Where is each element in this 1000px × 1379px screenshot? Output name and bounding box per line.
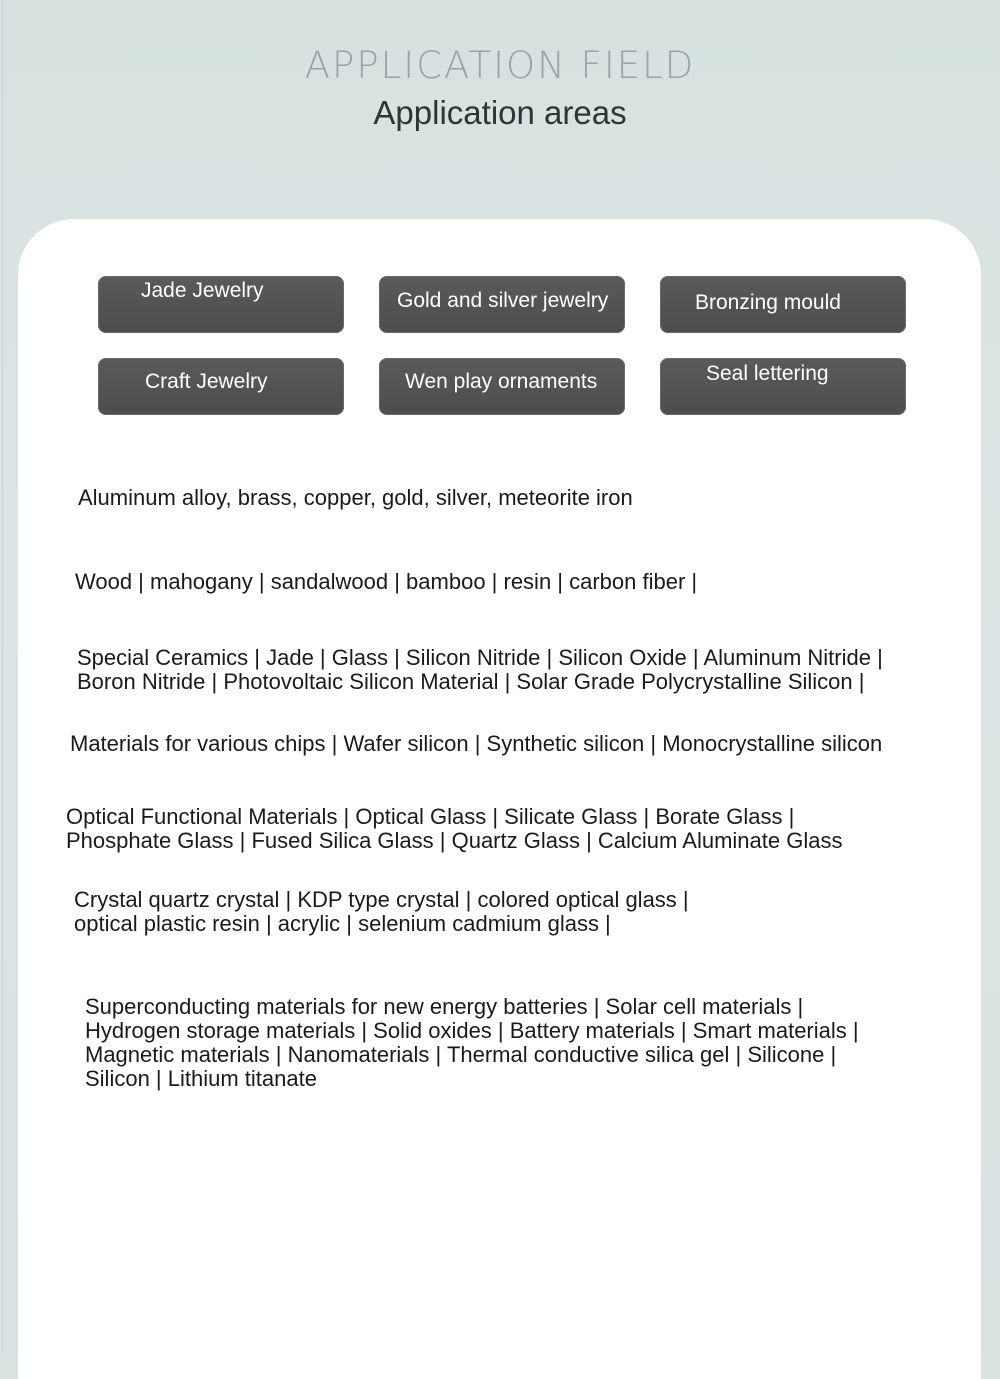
- category-button-bronzing-mould[interactable]: [660, 276, 906, 333]
- materials-energy: Superconducting materials for new energy batteries | Solar cell materials | Hydrogen storage materials | Solid oxides | Battery materials | Smart materials | Magnetic materials | Nanomaterials | Thermal conductive silica gel | Silicone | Silicon | Lithium titanate: [85, 994, 859, 1091]
- materials-wood: Wood | mahogany | sandalwood | bamboo | resin | carbon fiber |: [75, 569, 698, 594]
- materials-ceramics: Special Ceramics | Jade | Glass | Silicon Nitride | Silicon Oxide | Aluminum Nitride | Boron Nitride | Photovoltaic Silicon Material | Solar Grade Polycrystalline Silicon |: [77, 645, 883, 694]
- category-button-label: Seal lettering: [706, 362, 829, 385]
- category-button-jade-jewelry[interactable]: [98, 276, 344, 333]
- category-button-label: Craft Jewelry: [145, 370, 268, 393]
- category-button-wen-play-ornaments[interactable]: [379, 358, 625, 415]
- section-subtitle: Application areas: [373, 94, 627, 131]
- category-button-seal-lettering[interactable]: [660, 358, 906, 415]
- materials-optical-glass: Optical Functional Materials | Optical Glass | Silicate Glass | Borate Glass | Phosphate Glass | Fused Silica Glass | Quartz Glass | Calcium Aluminate Glass: [66, 804, 843, 853]
- materials-chips: Materials for various chips | Wafer silicon | Synthetic silicon | Monocrystalline silicon: [70, 731, 883, 756]
- category-button-label: Bronzing mould: [695, 291, 841, 314]
- category-button-label: Gold and silver jewelry: [397, 289, 609, 312]
- left-edge-divider: [2, 0, 3, 1352]
- category-button-label: Wen play ornaments: [405, 370, 598, 393]
- category-button-gold-silver-jewelry[interactable]: [379, 276, 625, 333]
- materials-metals: Aluminum alloy, brass, copper, gold, silver, meteorite iron: [78, 485, 633, 510]
- materials-crystal: Crystal quartz crystal | KDP type crystal | colored optical glass | optical plastic resin | acrylic | selenium cadmium glass |: [74, 887, 689, 936]
- section-title: APPLICATION FIELD: [304, 44, 696, 87]
- category-button-craft-jewelry[interactable]: [98, 358, 344, 415]
- category-button-label: Jade Jewelry: [141, 279, 264, 302]
